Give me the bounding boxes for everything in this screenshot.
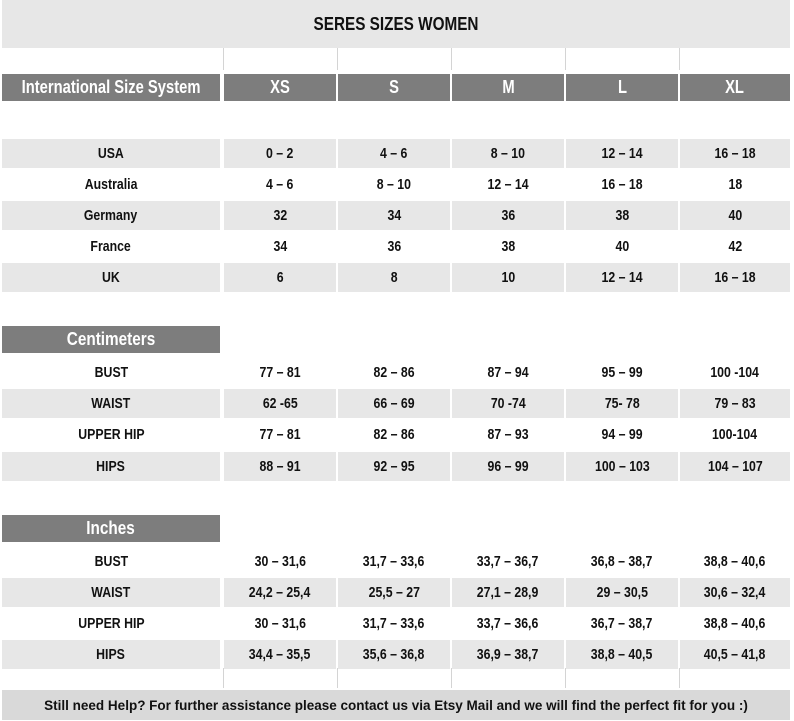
size-value-cell [566, 640, 678, 669]
size-value-text: 8 [390, 269, 398, 286]
size-value-cell [566, 201, 678, 230]
size-value-cell [224, 170, 336, 199]
size-value-text: 62 -65 [262, 395, 298, 412]
size-value-cell [224, 389, 336, 418]
size-value-text: 100 -104 [710, 364, 760, 381]
row-label [2, 358, 220, 387]
size-value-cell [680, 358, 790, 387]
size-value-text: 34 [387, 207, 401, 224]
size-value-text: 30 – 31,6 [254, 553, 306, 570]
size-value-cell [338, 358, 450, 387]
row-label [2, 547, 220, 576]
row-label-text: Germany [84, 207, 138, 224]
header-size-text: M [501, 77, 515, 97]
size-value-text: 34,4 – 35,5 [249, 646, 311, 663]
size-value-cell [566, 420, 678, 449]
size-value-text: 36 [387, 238, 401, 255]
size-value-text: 100-104 [712, 426, 758, 443]
size-value-text: 12 – 14 [601, 269, 643, 286]
row-australia [2, 170, 790, 199]
size-value-cell [680, 232, 790, 261]
size-value-text: 33,7 – 36,7 [477, 553, 539, 570]
size-value-text: 38,8 – 40,5 [591, 646, 653, 663]
header-size-s [338, 74, 450, 101]
header-system-label-text: International Size System [21, 77, 201, 97]
size-value-text: 24,2 – 25,4 [249, 584, 311, 601]
size-value-cell [566, 547, 678, 576]
header-size-xl [680, 74, 790, 101]
size-value-text: 82 – 86 [373, 426, 415, 443]
size-value-cell [452, 170, 564, 199]
size-value-cell [680, 263, 790, 292]
size-value-text: 31,7 – 33,6 [363, 553, 425, 570]
chart-title-text: SERES SIZES WOMEN [313, 13, 479, 34]
size-value-cell [566, 263, 678, 292]
row-france [2, 232, 790, 261]
size-value-text: 40 [615, 238, 629, 255]
header-size-text: S [389, 77, 399, 97]
size-value-cell [566, 452, 678, 481]
size-value-cell [566, 358, 678, 387]
size-value-cell [224, 609, 336, 638]
header-size-text: XL [725, 77, 745, 97]
size-value-cell [566, 609, 678, 638]
size-value-cell [224, 578, 336, 607]
size-value-text: 34 [273, 238, 287, 255]
size-value-text: 16 – 18 [714, 269, 756, 286]
row-label [2, 201, 220, 230]
size-value-text: 30,6 – 32,4 [704, 584, 766, 601]
row-germany [2, 201, 790, 230]
section-inches [2, 515, 220, 542]
size-value-text: 94 – 99 [601, 426, 643, 443]
size-value-text: 96 – 99 [487, 458, 529, 475]
size-value-text: 36 [501, 207, 515, 224]
size-value-text: 29 – 30,5 [596, 584, 648, 601]
header-size-xs [224, 74, 336, 101]
size-value-text: 8 – 10 [490, 145, 526, 162]
size-value-text: 88 – 91 [259, 458, 301, 475]
size-value-text: 100 – 103 [594, 458, 650, 475]
row-uk [2, 263, 790, 292]
size-value-text: 16 – 18 [601, 176, 643, 193]
size-value-text: 36,8 – 38,7 [591, 553, 653, 570]
column-separator [565, 668, 566, 688]
size-value-text: 6 [276, 269, 284, 286]
size-value-text: 18 [728, 176, 742, 193]
size-value-text: 38 [501, 238, 515, 255]
size-value-cell [338, 232, 450, 261]
row-usa [2, 139, 790, 168]
chart-title [2, 0, 790, 48]
size-value-cell [680, 389, 790, 418]
size-value-text: 16 – 18 [714, 145, 756, 162]
size-value-text: 40 [728, 207, 742, 224]
section-inches-text: Inches [86, 518, 136, 538]
section-centimeters [2, 326, 220, 353]
size-value-text: 36,7 – 38,7 [591, 615, 653, 632]
size-value-cell [224, 201, 336, 230]
row-cm-hips [2, 452, 790, 481]
size-value-text: 31,7 – 33,6 [363, 615, 425, 632]
size-value-cell [224, 139, 336, 168]
size-value-text: 92 – 95 [373, 458, 415, 475]
size-value-cell [566, 389, 678, 418]
size-value-cell [680, 547, 790, 576]
size-value-cell [452, 139, 564, 168]
column-separator [451, 668, 452, 688]
size-value-cell [338, 420, 450, 449]
column-separator [451, 48, 452, 70]
column-separator [679, 48, 680, 70]
size-value-cell [680, 609, 790, 638]
row-label [2, 640, 220, 669]
size-value-cell [680, 452, 790, 481]
row-label [2, 263, 220, 292]
header-size-text: L [617, 77, 627, 97]
size-value-cell [566, 232, 678, 261]
column-separator [565, 48, 566, 70]
size-value-text: 82 – 86 [373, 364, 415, 381]
row-label-text: UPPER HIP [77, 426, 145, 443]
column-separator [223, 668, 224, 688]
header-size-l [566, 74, 678, 101]
size-value-cell [566, 170, 678, 199]
row-label-text: UK [102, 269, 120, 286]
size-value-text: 40,5 – 41,8 [704, 646, 766, 663]
size-value-text: 70 -74 [490, 395, 526, 412]
row-cm-upper-hip [2, 420, 790, 449]
size-value-cell [338, 263, 450, 292]
size-value-cell [338, 609, 450, 638]
help-footer: Still need Help? For further assistance please contact us via Etsy Mail and we will find the perfect fit for you :) [2, 690, 790, 720]
row-label-text: UPPER HIP [77, 615, 145, 632]
size-value-cell [224, 452, 336, 481]
size-value-cell [452, 609, 564, 638]
size-value-text: 77 – 81 [259, 364, 301, 381]
size-value-text: 66 – 69 [373, 395, 415, 412]
row-label [2, 170, 220, 199]
row-label-text: HIPS [96, 646, 126, 663]
size-value-cell [452, 640, 564, 669]
size-value-text: 87 – 93 [487, 426, 529, 443]
column-separator [223, 48, 224, 70]
size-value-text: 79 – 83 [714, 395, 756, 412]
size-value-text: 42 [728, 238, 742, 255]
section-centimeters-text: Centimeters [66, 329, 156, 349]
size-value-cell [680, 170, 790, 199]
size-value-text: 95 – 99 [601, 364, 643, 381]
size-value-cell [452, 358, 564, 387]
row-label-text: HIPS [96, 458, 126, 475]
size-value-cell [566, 139, 678, 168]
size-value-cell [224, 263, 336, 292]
size-value-text: 4 – 6 [380, 145, 408, 162]
row-label [2, 389, 220, 418]
size-value-cell [338, 547, 450, 576]
header-size-m [452, 74, 564, 101]
size-value-cell [338, 640, 450, 669]
row-cm-bust [2, 358, 790, 387]
size-value-cell [452, 201, 564, 230]
size-value-cell [680, 578, 790, 607]
row-in-waist [2, 578, 790, 607]
size-value-text: 25,5 – 27 [368, 584, 420, 601]
size-value-text: 38 [615, 207, 629, 224]
row-label-text: WAIST [91, 395, 131, 412]
column-separator [679, 668, 680, 688]
size-value-text: 77 – 81 [259, 426, 301, 443]
size-value-text: 36,9 – 38,7 [477, 646, 539, 663]
size-value-text: 38,8 – 40,6 [704, 553, 766, 570]
row-cm-waist [2, 389, 790, 418]
size-value-cell [338, 170, 450, 199]
row-label [2, 420, 220, 449]
size-value-text: 27,1 – 28,9 [477, 584, 539, 601]
size-value-text: 87 – 94 [487, 364, 529, 381]
header-system-label [2, 74, 220, 101]
row-in-upper-hip [2, 609, 790, 638]
size-value-text: 8 – 10 [376, 176, 412, 193]
size-value-cell [224, 547, 336, 576]
header-size-text: XS [270, 77, 290, 97]
size-value-cell [224, 358, 336, 387]
size-value-cell [338, 578, 450, 607]
column-separator [337, 48, 338, 70]
row-label-text: BUST [94, 553, 128, 570]
size-value-cell [338, 389, 450, 418]
row-label [2, 452, 220, 481]
size-value-cell [452, 389, 564, 418]
size-value-cell [452, 263, 564, 292]
size-value-text: 32 [273, 207, 287, 224]
row-label [2, 139, 220, 168]
size-value-text: 75- 78 [604, 395, 640, 412]
size-value-text: 38,8 – 40,6 [704, 615, 766, 632]
size-value-text: 12 – 14 [601, 145, 643, 162]
row-label-text: Australia [84, 176, 138, 193]
row-label [2, 232, 220, 261]
size-value-cell [338, 201, 450, 230]
size-value-cell [452, 452, 564, 481]
size-value-text: 4 – 6 [266, 176, 294, 193]
size-value-cell [452, 420, 564, 449]
size-value-text: 0 – 2 [266, 145, 294, 162]
size-value-cell [338, 452, 450, 481]
size-value-cell [566, 578, 678, 607]
size-value-cell [452, 578, 564, 607]
size-value-cell [452, 232, 564, 261]
size-value-text: 12 – 14 [487, 176, 529, 193]
row-label [2, 609, 220, 638]
size-value-cell [224, 232, 336, 261]
size-value-cell [680, 139, 790, 168]
size-value-cell [680, 201, 790, 230]
column-separator [337, 668, 338, 688]
row-label [2, 578, 220, 607]
size-value-cell [224, 640, 336, 669]
size-value-text: 10 [501, 269, 515, 286]
size-value-cell [338, 139, 450, 168]
size-value-text: 33,7 – 36,6 [477, 615, 539, 632]
size-value-cell [680, 420, 790, 449]
row-in-hips [2, 640, 790, 669]
size-value-cell [680, 640, 790, 669]
row-label-text: France [90, 238, 132, 255]
size-value-text: 30 – 31,6 [254, 615, 306, 632]
row-label-text: WAIST [91, 584, 131, 601]
row-label-text: BUST [94, 364, 128, 381]
row-in-bust [2, 547, 790, 576]
size-value-text: 35,6 – 36,8 [363, 646, 425, 663]
size-value-cell [224, 420, 336, 449]
size-value-text: 104 – 107 [707, 458, 763, 475]
row-label-text: USA [98, 145, 124, 162]
size-value-cell [452, 547, 564, 576]
